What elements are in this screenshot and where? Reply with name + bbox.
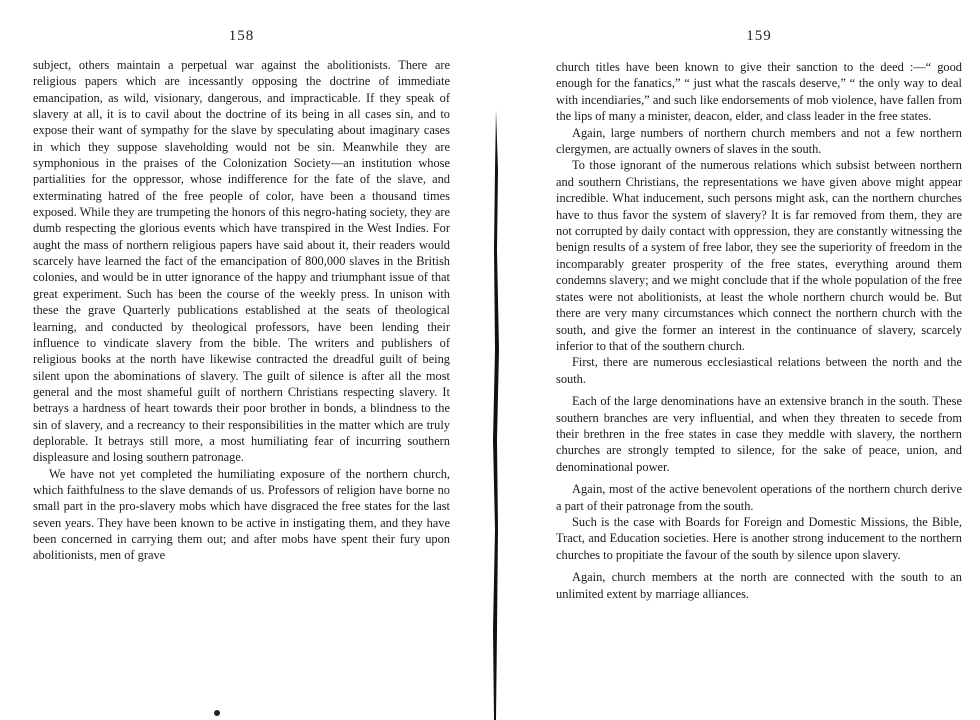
paragraph: We have not yet completed the humiliating exposure of the northern church, which faithfulness to the slave demands of us. Professors of religion have borne no small part in the pro-slavery mobs which have disgraced the free states for the last seven years. They have been known to be active in instigating them, and they have been concerned in carrying them out; and after mobs have spent their fury upon abolitionists, men of grave	[33, 466, 450, 563]
paragraph: To those ignorant of the numerous relations which subsist between northern and southern Christians, the representations we have given above might appear incredible. What inducement, such persons might ask, can the northern churches have to thus favor the system of slavery? It is far removed from them, they are not corrupted by daily contact with oppression, they are constantly witnessing the benign results of a system of free labor, they see the superiority of freedom in the incomparably greater prosperity of the free states, everything around them condemns slavery; and we might conclude that if the whole population of the free states were not abolitionists, at least the whole northern church would be. But there are very many circumstances which connect the northern church with the south, and give the former an interest in the continuance of slavery, scarcely inferior to that of the southern church.	[556, 158, 962, 353]
paragraph: Again, large numbers of northern church members and not a few northern clergymen, are actually owners of slaves in the south.	[556, 125, 962, 157]
right-page-body	[556, 59, 962, 602]
paragraph: Each of the large denominations have an extensive branch in the south. These southern branches are very influential, and when they threaten to secede from their brethren in the free states in case they meddle with slavery, the northern churches are strongly tempted to silence, for the sake of peace, union, and denominational power.	[556, 394, 962, 474]
page-mark	[214, 710, 220, 716]
page-number-right: 159	[746, 28, 772, 44]
paragraph: Such is the case with Boards for Foreign and Domestic Missions, the Bible, Tract, and Education societies. Here is another strong inducement to the northern churches to propitiate the favour of the south by silence upon slavery.	[556, 514, 962, 562]
paragraph: church titles have been known to give their sanction to the deed :—“ good enough for the fanatics,” “ just what the rascals deserve,” “ the only way to deal with incendiaries,” and such like endorsements of mob violence, have fallen from the lips of many a minister, deacon, elder, and class leader in the free states.	[556, 60, 962, 124]
paragraph: Again, most of the active benevolent operations of the northern church derive a part of their patronage from the south.	[556, 482, 962, 513]
paragraph: Again, church members at the north are connected with the south to an unlimited extent by marriage alliances.	[556, 570, 962, 601]
paragraph: First, there are numerous ecclesiastical relations between the north and the south.	[556, 355, 962, 386]
paragraph: subject, others maintain a perpetual war against the abolitionists. There are religious papers which are incessantly opposing the doctrine of immediate emancipation, as wild, visionary, dangerous, and impracticable. If they speak of slavery at all, it is to cavil about the doctrine of its being in all cases sin, and to expose their want of sympathy for the slave by speculating about imaginary cases in which they suppose slaveholding would not be sin. Meanwhile they are symphonious in the praises of the Colonization Society—an institution whose partialities for the oppressor, whose indifference for the fate of the slave, and exterminating hatred of the free people of color, have been a thousand times exposed. While they are trumpeting the honors of this negro-hating society, they are dumb respecting the glorious events which have transpired in the West Indies. For aught the mass of northern religious papers have said about it, their readers would scarcely have learned the fact of the emancipation of 800,000 slaves in the British colonies, and would be in utter ignorance of the happy and triumphant issue of that great experiment. Such has been the course of the weekly press. In unison with these the grave Quarterly publications established at the seats of theological learning, and conducted by theological professors, have been lending their influence to vindicate slavery from the bible. The writers and publishers of religious books at the north have likewise contracted the dreadful guilt of being silent upon the abominations of slavery. The guilt of silence is after all the most general and the most shameful guilt of northern Christians respecting slavery. It betrays a hardness of heart towards their poor brother in bonds, a blindness to the sin of slavery, and a recreancy to their responsibilities in the matter which are truly deplorable. It betrays still more, a most humiliating fear of incurring southern displeasure and losing southern patronage.	[33, 58, 450, 465]
left-page-body	[33, 57, 450, 564]
page-number-left: 158	[228, 28, 255, 44]
right-page	[500, 0, 980, 720]
